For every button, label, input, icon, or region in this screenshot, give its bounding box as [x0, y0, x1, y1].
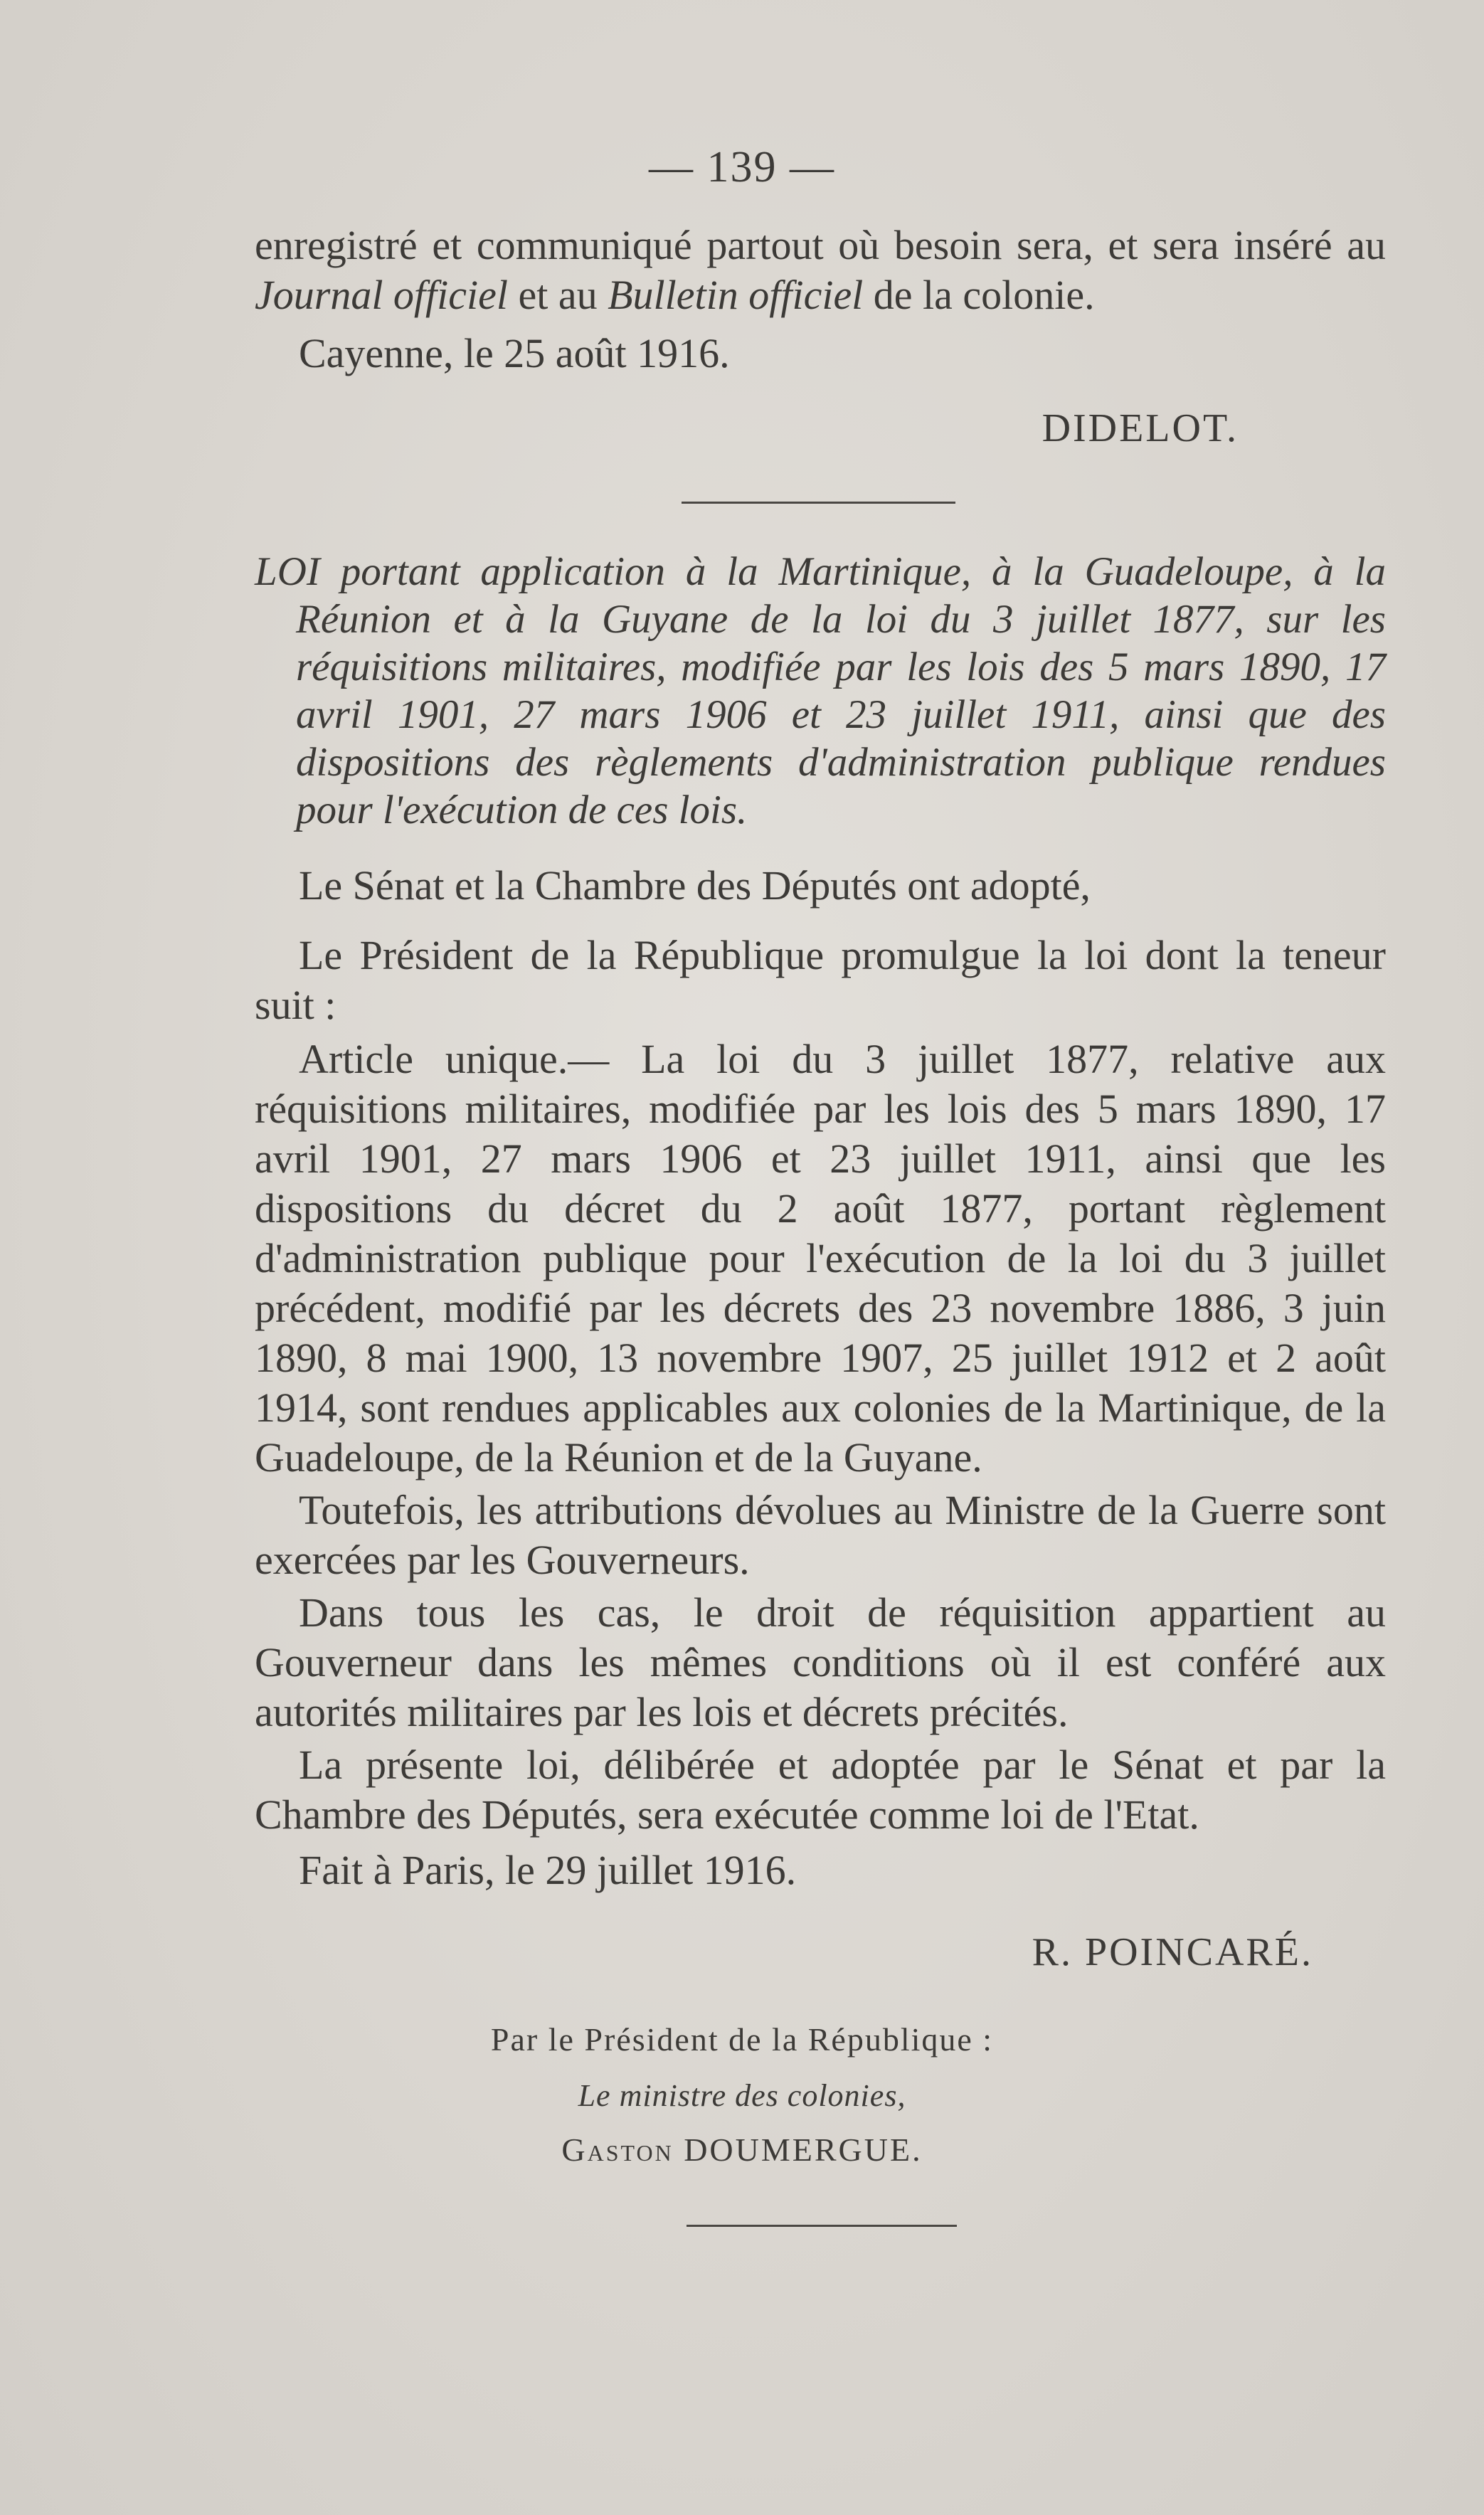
paragraph-attributions: Toutefois, les attributions dévolues au Ministre de la Guerre sont exercées par les Gouverneurs.	[255, 1487, 1386, 1583]
journal-officiel: Journal officiel	[255, 272, 508, 318]
paragraph-fait-a-paris: Fait à Paris, le 29 juillet 1916.	[299, 1847, 797, 1893]
page-number: — 139 —	[649, 143, 835, 191]
law-body	[255, 861, 1386, 1895]
separator-rule-bottom	[687, 2225, 957, 2227]
intro-text-before: enregistré et communiqué partout où besoin sera, et sera inséré au	[255, 222, 1386, 268]
paragraph-article-unique: Article unique.— La loi du 3 juillet 1877, relative aux réquisitions militaires, modifiée par les lois des 5 mars 1890, 17 avril 1901, 27 mars 1906 et 23 juillet 1911, ainsi que les dispositions du décret du 2 août 1877, portant règlement d'administration publique pour l'exécution de la loi du 3 juillet précédent, modifié par les décrets des 23 novembre 1886, 3 juin 1890, 8 mai 1900, 13 novembre 1907, 25 juillet 1912 et 2 août 1914, sont rendues applicables aux colonies de la Martinique, de la Guadeloupe, de la Réunion et de la Guyane.	[255, 1036, 1386, 1481]
law-title: LOI portant application à la Martinique, à la Guadeloupe, à la Réunion et à la Guyane de la loi du 3 juillet 1877, sur les réquisitions militaires, modifiée par les lois des 5 mars 1890, 17 avril 1901, 27 mars 1906 et 23 juillet 1911, ainsi que des dispositions des règlements d'administration publique rendues pour l'exécution de ces lois.	[255, 549, 1386, 832]
separator-rule-top	[682, 502, 955, 504]
place-date: Cayenne, le 25 août 1916.	[299, 330, 730, 376]
place-date-block	[255, 329, 1386, 378]
paragraph-droit-requisition: Dans tous les cas, le droit de réquisition appartient au Gouverneur dans les mêmes conditions où il est conféré aux autorités militaires par les lois et décrets précités.	[255, 1589, 1386, 1735]
intro-text	[255, 221, 1386, 320]
paragraph-adoption: Le Sénat et la Chambre des Députés ont adopté,	[299, 862, 1091, 909]
bulletin-officiel: Bulletin officiel	[608, 272, 864, 318]
minister-name: Gaston DOUMERGUE.	[561, 2132, 923, 2168]
signature-didelot: DIDELOT.	[1042, 406, 1239, 450]
minister-title: Le ministre des colonies,	[578, 2078, 906, 2113]
intro-text-after: de la colonie.	[863, 272, 1095, 318]
signature-poincare: R. POINCARÉ.	[1032, 1930, 1313, 1974]
intro-paragraph	[255, 221, 1386, 320]
intro-text-between: et au	[508, 272, 608, 318]
paragraph-execution: La présente loi, délibérée et adoptée par le Sénat et par la Chambre des Députés, sera exécutée comme loi de l'Etat.	[255, 1742, 1386, 1838]
paragraph-promulgation: Le Président de la République promulgue la loi dont la teneur suit :	[255, 932, 1386, 1028]
by-president-line: Par le Président de la République :	[490, 2021, 994, 2058]
